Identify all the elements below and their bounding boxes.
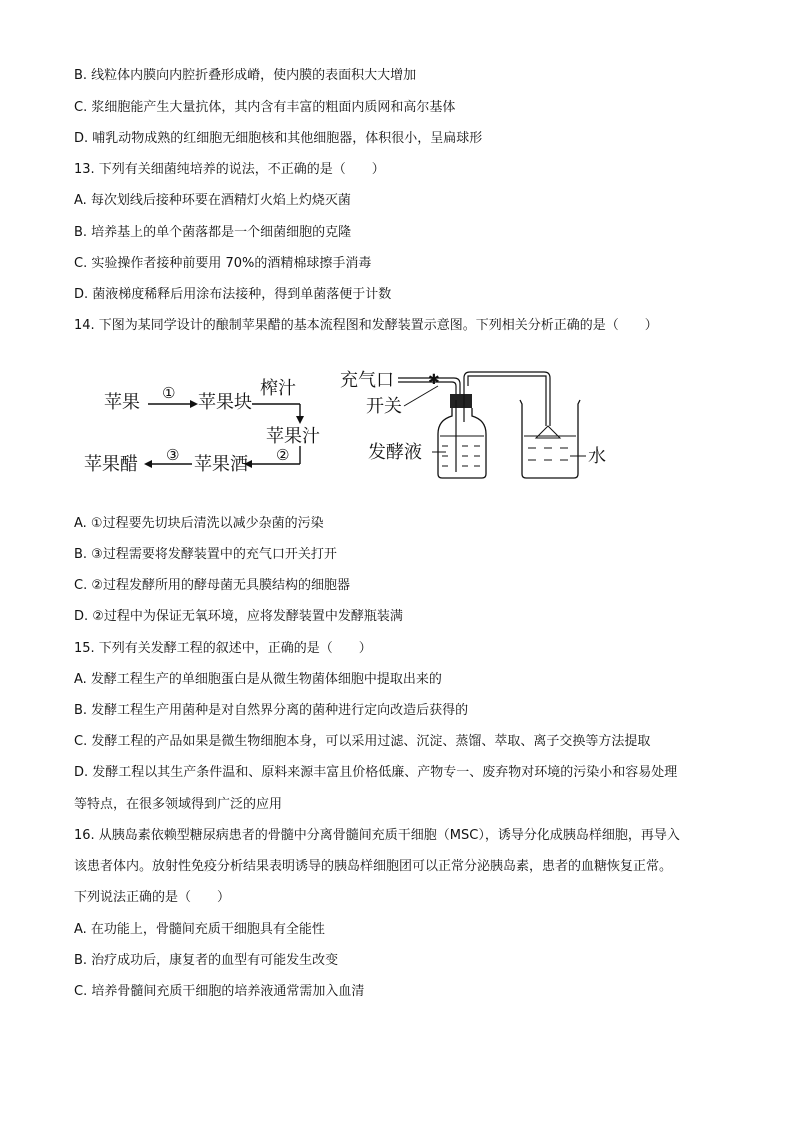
option-15a: A. 发酵工程生产的单细胞蛋白是从微生物菌体细胞中提取出来的 bbox=[74, 672, 442, 687]
fermentation-bottle bbox=[438, 408, 486, 478]
option-15b: B. 发酵工程生产用菌种是对自然界分离的菌种进行定向改造后获得的 bbox=[74, 703, 469, 718]
label-step2: ② bbox=[276, 446, 290, 464]
option-13a: A. 每次划线后接种环要在酒精灯火焰上灼烧灭菌 bbox=[74, 193, 351, 208]
label-switch: 开关 bbox=[366, 396, 402, 417]
option-14a: A. ①过程要先切块后清洗以减少杂菌的污染 bbox=[74, 516, 324, 531]
water-marks bbox=[524, 436, 576, 460]
label-squeeze: 榨汁 bbox=[260, 378, 296, 399]
label-apple-wine: 苹果酒 bbox=[194, 454, 248, 475]
option-15d-cont: 等特点，在很多领域得到广泛的应用 bbox=[74, 797, 283, 812]
option-12d: D. 哺乳动物成熟的红细胞无细胞核和其他细胞器，体积很小，呈扁球形 bbox=[74, 131, 483, 146]
question-15-stem: 15. 下列有关发酵工程的叙述中，正确的是（ ） bbox=[74, 641, 372, 656]
question-16-stem: 16. 从胰岛素依赖型糖尿病患者的骨髓中分离骨髓间充质干细胞（MSC），诱导分化成胰岛样细胞，再导入 bbox=[74, 828, 680, 843]
label-apple: 苹果 bbox=[104, 392, 140, 413]
apple-vinegar-diagram bbox=[74, 356, 634, 486]
label-water: 水 bbox=[588, 446, 606, 467]
label-apple-pieces: 苹果块 bbox=[198, 392, 252, 413]
question-16-stem-cont1: 该患者体内。放射性免疫分析结果表明诱导的胰岛样细胞团可以正常分泌胰岛素，患者的血糖恢复正常。 bbox=[74, 859, 673, 874]
option-16a: A. 在功能上，骨髓间充质干细胞具有全能性 bbox=[74, 922, 325, 937]
option-13d: D. 菌液梯度稀释后用涂布法接种，得到单菌落便于计数 bbox=[74, 287, 392, 302]
option-16c: C. 培养骨髓间充质干细胞的培养液通常需加入血清 bbox=[74, 984, 365, 999]
option-14d: D. ②过程中为保证无氧环境，应将发酵装置中发酵瓶装满 bbox=[74, 609, 403, 624]
option-12b: B. 线粒体内膜向内腔折叠形成嵴，使内膜的表面积大大增加 bbox=[74, 68, 417, 83]
bottle-stopper bbox=[450, 394, 472, 408]
ferment-liquid-marks bbox=[440, 436, 484, 466]
label-ferment-liquid: 发酵液 bbox=[368, 442, 422, 463]
question-13-stem: 13. 下列有关细菌纯培养的说法，不正确的是（ ） bbox=[74, 162, 385, 177]
outlet-tube-inner bbox=[468, 376, 546, 426]
option-13c: C. 实验操作者接种前要用 70%的酒精棉球擦手消毒 bbox=[74, 256, 372, 271]
label-step3: ③ bbox=[166, 446, 180, 464]
question-16-stem-cont2: 下列说法正确的是（ ） bbox=[74, 890, 231, 905]
arrow-down-head bbox=[296, 416, 304, 424]
label-inlet: 充气口 bbox=[340, 370, 394, 391]
question-14-stem: 14. 下图为某同学设计的酿制苹果醋的基本流程图和发酵装置示意图。下列相关分析正确的是（ ） bbox=[74, 318, 658, 333]
arrow-1-head bbox=[190, 400, 198, 408]
switch-pointer bbox=[404, 386, 438, 406]
option-15c: C. 发酵工程的产品如果是微生物细胞本身，可以采用过滤、沉淀、蒸馏、萃取、离子交换等方法提取 bbox=[74, 734, 651, 749]
label-apple-juice: 苹果汁 bbox=[266, 426, 320, 447]
option-14b: B. ③过程需要将发酵装置中的充气口开关打开 bbox=[74, 547, 337, 562]
option-13b: B. 培养基上的单个菌落都是一个细菌细胞的克隆 bbox=[74, 225, 352, 240]
arrow-3-head bbox=[144, 460, 152, 468]
option-14c: C. ②过程发酵所用的酵母菌无具膜结构的细胞器 bbox=[74, 578, 350, 593]
option-16b: B. 治疗成功后，康复者的血型有可能发生改变 bbox=[74, 953, 339, 968]
option-12c: C. 浆细胞能产生大量抗体，其内含有丰富的粗面内质网和高尔基体 bbox=[74, 100, 456, 115]
valve-icon: ✱ bbox=[428, 372, 440, 388]
option-15d: D. 发酵工程以其生产条件温和、原料来源丰富且价格低廉、产物专一、废弃物对环境的污染小和容易处理 bbox=[74, 765, 678, 780]
label-apple-vinegar: 苹果醋 bbox=[84, 454, 138, 475]
label-step1: ① bbox=[162, 384, 176, 402]
